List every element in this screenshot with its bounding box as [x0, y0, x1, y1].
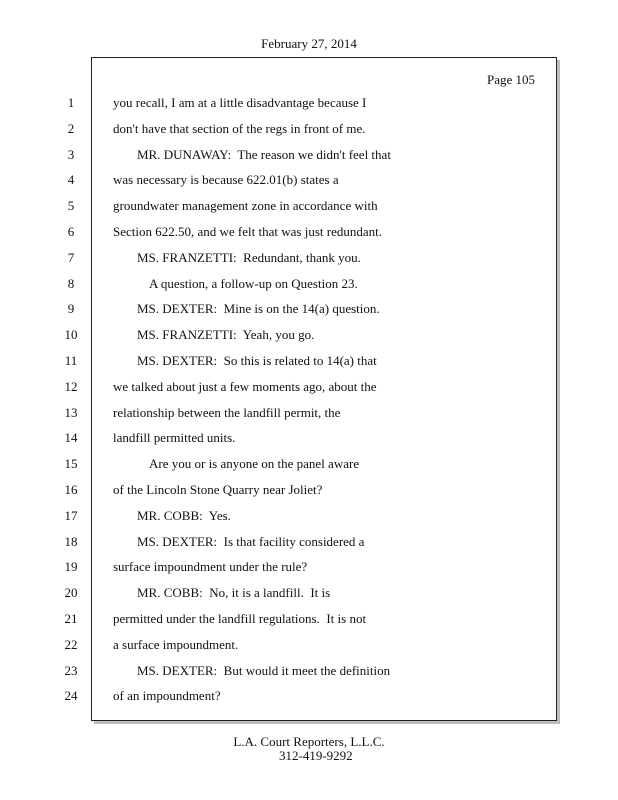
line-text: MS. FRANZETTI: Yeah, you go.	[137, 327, 315, 343]
line-number: 22	[64, 636, 78, 652]
line-number: 15	[64, 456, 78, 472]
line-text: MR. COBB: Yes.	[137, 507, 231, 523]
transcript-line	[0, 507, 618, 525]
line-number: 4	[67, 172, 75, 188]
header-date: February 27, 2014	[261, 36, 357, 51]
line-number: 14	[64, 430, 78, 446]
line-number: 11	[64, 353, 78, 368]
line-text: don't have that section of the regs in front of me.	[113, 120, 366, 136]
transcript-line	[0, 455, 618, 473]
footer-phone: 312-419-9292	[279, 748, 353, 763]
line-text: Section 622.50, and we felt that was just redundant.	[113, 224, 382, 239]
line-text: A question, a follow-up on Question 23.	[149, 275, 358, 291]
line-number: 7	[67, 249, 75, 265]
transcript-line	[0, 249, 618, 267]
line-text: we talked about just a few moments ago, about the	[113, 378, 377, 394]
line-number: 18	[64, 533, 78, 549]
transcript-line	[0, 197, 618, 215]
line-text: was necessary is because 622.01(b) states a	[113, 172, 339, 188]
line-number: 1	[67, 95, 75, 110]
line-number: 2	[67, 120, 75, 136]
transcript-line	[0, 223, 618, 241]
line-number: 6	[67, 224, 75, 239]
transcript-line	[0, 558, 618, 576]
transcript-line	[0, 146, 618, 164]
line-text: permitted under the landfill regulations. It is not	[113, 611, 367, 626]
transcript-line	[0, 326, 618, 344]
line-text: of an impoundment?	[113, 688, 221, 704]
footer-firm: L.A. Court Reporters, L.L.C.	[233, 734, 385, 749]
line-number: 12	[64, 378, 78, 394]
line-text: MS. FRANZETTI: Redundant, thank you.	[137, 249, 361, 265]
line-number: 8	[67, 275, 75, 291]
line-number: 13	[64, 404, 78, 420]
transcript-line	[0, 584, 618, 602]
transcript-line	[0, 378, 618, 396]
line-number: 20	[64, 585, 78, 601]
transcript-line	[0, 300, 618, 318]
transcript-line	[0, 94, 618, 112]
line-number: 10	[64, 327, 78, 343]
line-number: 24	[64, 688, 78, 704]
transcript-line	[0, 636, 618, 654]
line-text: relationship between the landfill permit, the	[113, 404, 341, 420]
transcript-line	[0, 275, 618, 293]
line-text: MS. DEXTER: So this is related to 14(a) that	[137, 353, 377, 368]
line-text: landfill permitted units.	[113, 430, 236, 446]
transcript-line	[0, 120, 618, 138]
line-text: you recall, I am at a little disadvantage because I	[113, 95, 367, 110]
transcript-line	[0, 171, 618, 189]
line-text: MR. DUNAWAY: The reason we didn't feel that	[137, 146, 391, 162]
line-number: 21	[64, 611, 78, 626]
transcript-line	[0, 481, 618, 499]
transcript-line	[0, 352, 618, 370]
transcript-line	[0, 687, 618, 705]
line-text: of the Lincoln Stone Quarry near Joliet?	[113, 482, 323, 497]
line-number: 16	[64, 482, 78, 497]
line-text: MR. COBB: No, it is a landfill. It is	[137, 585, 331, 601]
transcript-line	[0, 404, 618, 422]
line-text: a surface impoundment.	[113, 636, 239, 652]
line-number: 9	[67, 301, 75, 317]
line-number: 5	[67, 198, 75, 214]
line-text: surface impoundment under the rule?	[113, 559, 308, 575]
line-number: 3	[67, 146, 75, 162]
line-text: Are you or is anyone on the panel aware	[149, 456, 360, 472]
line-number: 23	[64, 662, 78, 678]
transcript-line	[0, 533, 618, 551]
transcript-line	[0, 610, 618, 628]
line-text: MS. DEXTER: Mine is on the 14(a) question.	[137, 301, 380, 317]
line-text: groundwater management zone in accordance with	[113, 198, 378, 214]
transcript-line	[0, 662, 618, 680]
page-number: Page 105	[487, 72, 536, 87]
line-number: 17	[64, 507, 78, 523]
transcript-line	[0, 429, 618, 447]
line-text: MS. DEXTER: Is that facility considered a	[137, 533, 365, 549]
line-number: 19	[64, 559, 78, 575]
line-text: MS. DEXTER: But would it meet the definition	[137, 662, 391, 678]
